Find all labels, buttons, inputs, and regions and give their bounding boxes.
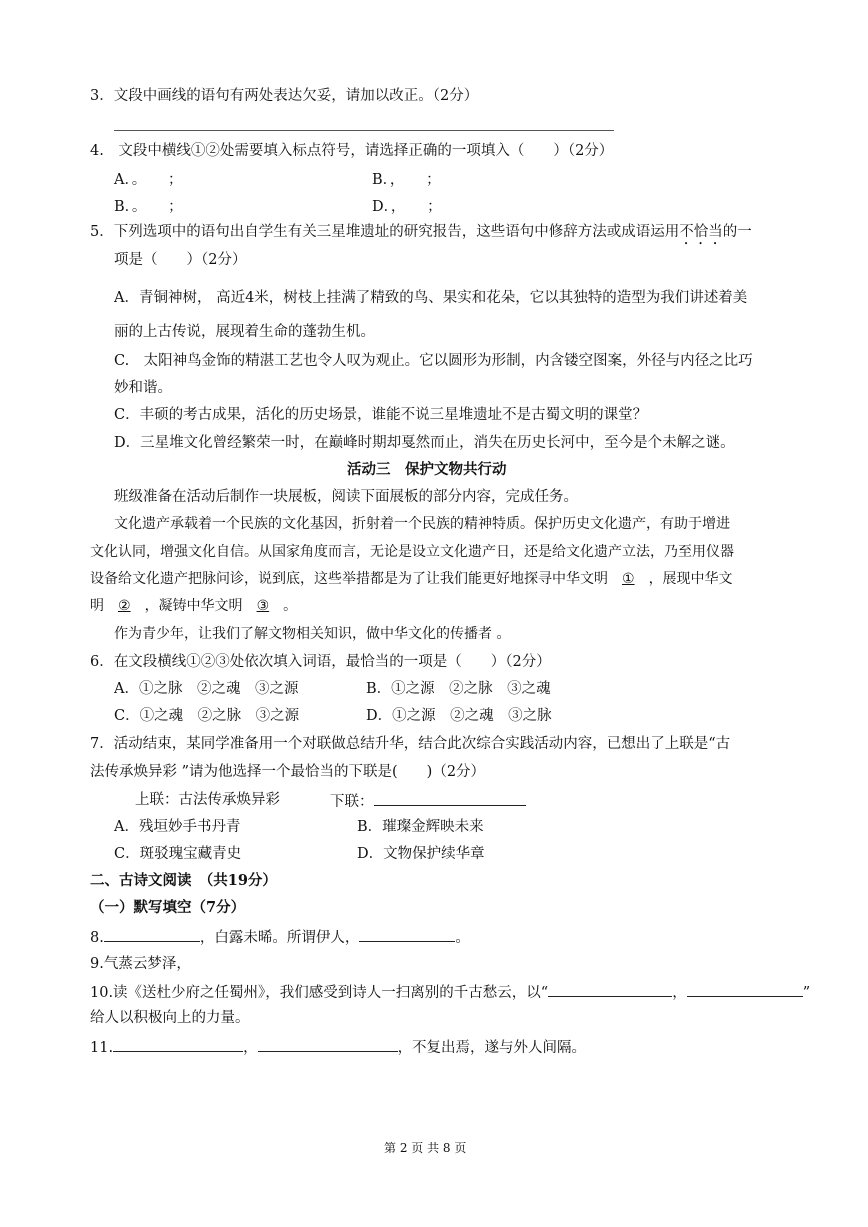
activity-intro: 班级准备在活动后制作一块展板，阅读下面展板的部分内容，完成任务。	[114, 489, 578, 505]
option-d: D．①之源 ②之魂 ③之脉	[366, 708, 552, 724]
question-6-stem: 6．在文段横线①②③处依次填入词语，最恰当的一项是（ ）（2分）	[90, 654, 551, 670]
passage-line-5: 作为青少年，让我们了解文物相关知识，做中华文化的传播者 。	[114, 626, 511, 642]
question-3: 3．文段中画线的语句有两处表达欠妥，请加以改正。（2分）	[90, 88, 479, 104]
option-a-line1: A．青铜神树， 高近4米，树枝上挂满了精致的鸟、果实和花朵，它以其独特的造型为我们讲述着美	[114, 290, 748, 306]
option-c-line2: 妙和谐。	[114, 380, 172, 396]
passage-line-4: 明 ② ，凝铸中华文明 ③ 。	[90, 598, 298, 614]
upper-couplet: 上联：古法传承焕异彩	[135, 792, 280, 808]
answer-line	[114, 130, 614, 131]
option-c: C．斑驳瑰宝藏青史	[114, 846, 242, 862]
option-a: A．。 ；	[114, 172, 183, 188]
lower-couplet: 下联：	[330, 790, 526, 812]
subsection-title: （一）默写填空（7分）	[90, 899, 246, 916]
answer-blank	[374, 790, 526, 806]
passage-line-2: 文化认同，增强文化自信。从国家角度而言，无论是设立文化遗产日，还是给文化遗产立法，乃至用仪器	[90, 544, 734, 560]
option-b: B．， ；	[372, 172, 441, 188]
passage-line-1: 文化遗产承载着一个民族的文化基因，折射着一个民族的精神特质。保护历史文化遗产，有助于增进	[114, 516, 730, 532]
question-7-stem-2: 法传承焕异彩 ”请为他选择一个最恰当的下联是( )（2分）	[90, 764, 486, 780]
question-4-stem: 4. 文段中横线①②处需要填入标点符号，请选择正确的一项填入（ ）（2分）	[90, 143, 614, 159]
option-d: D．三星堆文化曾经繁荣一时，在巅峰时期却戛然而止，消失在历史长河中，至今是个未解之谜。	[114, 435, 735, 451]
blank-1: ①	[622, 571, 635, 587]
answer-blank	[687, 981, 803, 997]
passage-line-3: 设备给文化遗产把脉问诊，说到底，这些举措都是为了让我们能更好地探寻中华文明 ① ，展现中华文	[90, 571, 733, 587]
question-10-cont: 给人以积极向上的力量。	[90, 1010, 250, 1026]
option-a: A．残垣妙手书丹青	[114, 819, 241, 835]
activity-title: 活动三 保护文物共行动	[347, 461, 507, 478]
answer-blank	[104, 926, 200, 942]
question-11: 11. ， ，不复出焉，遂与外人间隔。	[90, 1036, 586, 1058]
option-b: B．璀璨金辉映未来	[357, 819, 484, 835]
option-c-line1: C. 太阳神鸟金饰的精湛工艺也令人叹为观止。它以圆形为形制，内含镂空图案，外径与内径之比巧	[114, 353, 753, 369]
question-8: 8. ，白露未晞。所谓伊人， 。	[90, 926, 470, 948]
section-title: 二、古诗文阅读 （共19分）	[90, 872, 277, 889]
option-d: D．文物保护续华章	[357, 846, 485, 862]
question-5-stem: 5．下列选项中的语句出自学生有关三星堆遗址的研究报告，这些语句中修辞方法或成语运用不恰当的一	[90, 224, 752, 240]
question-5-stem-cont: 项是（ ）（2分）	[114, 252, 247, 268]
option-b: B．①之源 ②之脉 ③之魂	[366, 681, 551, 697]
emphasized-text: 不恰当	[679, 224, 723, 240]
answer-blank	[258, 1036, 398, 1052]
option-d: D．， ；	[372, 199, 442, 215]
option-c: B．。 ；	[114, 199, 183, 215]
answer-blank	[359, 926, 455, 942]
page-footer: 第 2 页 共 8 页	[384, 1141, 467, 1155]
answer-blank	[113, 1036, 243, 1052]
blank-3: ③	[256, 598, 270, 614]
question-10: 10.读《送杜少府之任蜀州》，我们感受到诗人一扫离别的千古愁云，以“ ， ”	[90, 981, 810, 1003]
blank-2: ②	[118, 598, 131, 614]
option-a: A．①之脉 ②之魂 ③之源	[114, 681, 299, 697]
option-c: C．①之魂 ②之脉 ③之源	[114, 708, 300, 724]
option-c2: C．丰硕的考古成果，活化的历史场景，谁能不说三星堆遗址不是古蜀文明的课堂？	[114, 407, 648, 423]
option-a-line2: 丽的上古传说，展现着生命的蓬勃生机。	[114, 324, 375, 340]
answer-blank	[548, 981, 672, 997]
question-9: 9.气蒸云梦泽，	[90, 956, 191, 972]
question-7-stem-1: 7．活动结束，某同学准备用一个对联做总结升华，结合此次综合实践活动内容，已想出了上联是“古	[90, 736, 731, 752]
